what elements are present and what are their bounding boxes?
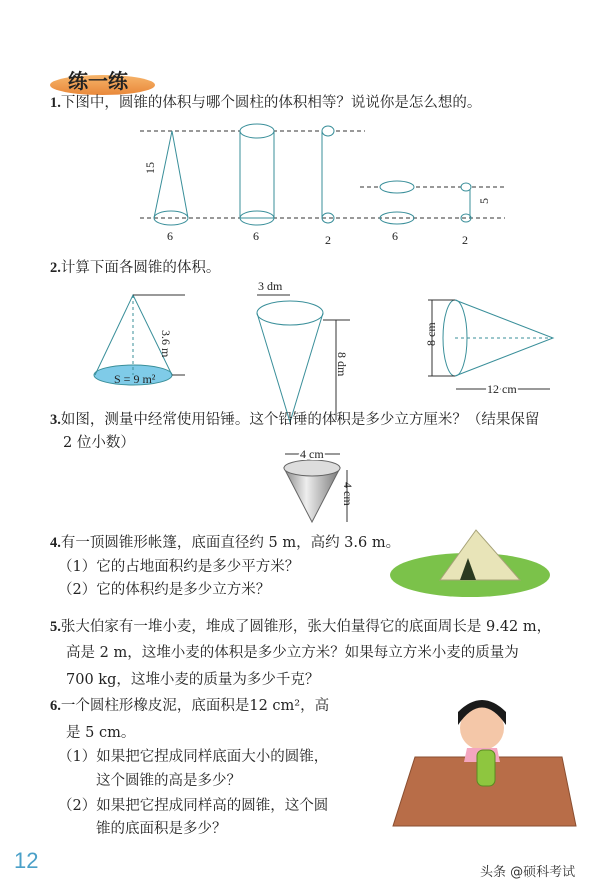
- question-2: [50, 259, 220, 277]
- section-title-text: 练一练: [68, 69, 128, 93]
- question-6: [50, 697, 329, 715]
- question-5-line2: 高是 2 m，这堆小麦的体积是多少立方米？如果每立方米小麦的质量为: [66, 645, 519, 661]
- q2-cone3-diameter: 8 cm: [424, 322, 438, 346]
- q1-cyl3-diameter: 6: [392, 229, 398, 243]
- q1-cone-diameter: 6: [167, 229, 173, 243]
- q1-cyl4-diameter: 2: [462, 233, 468, 247]
- tent-illustration: [390, 530, 550, 597]
- plumb-bob-top: [284, 460, 340, 476]
- q1-height-label: 15: [143, 162, 157, 174]
- q2-cone3-height: 12 cm: [487, 382, 517, 396]
- q1-short-height: 5: [477, 198, 491, 204]
- question-3: [50, 411, 539, 429]
- page-number: 12: [14, 848, 39, 873]
- question-text: 下图中，圆锥的体积与哪个圆柱的体积相等？说说你是怎么想的。: [60, 95, 482, 111]
- question-number: 2.: [50, 260, 61, 276]
- q3-diameter-label: 4 cm: [300, 447, 324, 461]
- question-6-line2: 是 5 cm。: [66, 725, 136, 741]
- question-4-sub2: （2）它的体积约是多少立方米？: [58, 582, 271, 598]
- question-number: 6.: [50, 698, 61, 714]
- q2-cone2-height: 8 dm: [335, 352, 349, 377]
- question-5-line3: 700 kg，这堆小麦的质量为多少千克？: [66, 672, 320, 688]
- question-number: 1.: [50, 95, 61, 111]
- question-6-sub1: （1）如果把它捏成同样底面大小的圆锥，: [58, 749, 329, 765]
- question-number: 4.: [50, 535, 61, 551]
- q3-height-label: 4 cm: [341, 482, 355, 506]
- q2-cone1-height: 3.6 m: [159, 330, 173, 358]
- q2-cone2-radius: 3 dm: [258, 279, 283, 293]
- question-4: [50, 534, 400, 552]
- question-6-sub2: （2）如果把它捏成同样高的圆锥，这个圆: [58, 798, 329, 814]
- q1-cyl2-diameter: 2: [325, 233, 331, 247]
- cylinder-shape: [240, 131, 274, 218]
- girl-illustration: [393, 700, 576, 826]
- question-text: 有一顶圆锥形帐篷，底面直径约 5 m，高约 3.6 m。: [60, 535, 401, 551]
- question-text: 计算下面各圆锥的体积。: [60, 260, 221, 276]
- question-text: 一个圆柱形橡皮泥，底面积是12 cm²，高: [60, 698, 330, 714]
- question-6-sub1-cont: 这个圆锥的高是多少？: [96, 773, 241, 789]
- cone-shape: [154, 131, 188, 218]
- question-text: 张大伯家有一堆小麦，堆成了圆锥形，张大伯量得它的底面周长是 9.42 m，: [60, 619, 552, 635]
- question-5: [50, 618, 551, 636]
- q1-cyl1-diameter: 6: [253, 229, 259, 243]
- watermark: 头条 @硕科考试: [480, 865, 576, 880]
- q2-cone1-base-area: S = 9 m²: [114, 372, 156, 386]
- question-text: 如图，测量中经常使用铅锤。这个铅锤的体积是多少立方厘米？（结果保留: [60, 412, 540, 428]
- question-3-line2: 2 位小数）: [63, 435, 135, 451]
- q1-shapes: [154, 124, 471, 225]
- question-number: 5.: [50, 619, 61, 635]
- question-number: 3.: [50, 412, 61, 428]
- question-6-sub2-cont: 锥的底面积是多少？: [96, 821, 227, 837]
- question-4-sub1: （1）它的占地面积约是多少平方米？: [58, 559, 300, 575]
- q2-shapes: [94, 295, 553, 422]
